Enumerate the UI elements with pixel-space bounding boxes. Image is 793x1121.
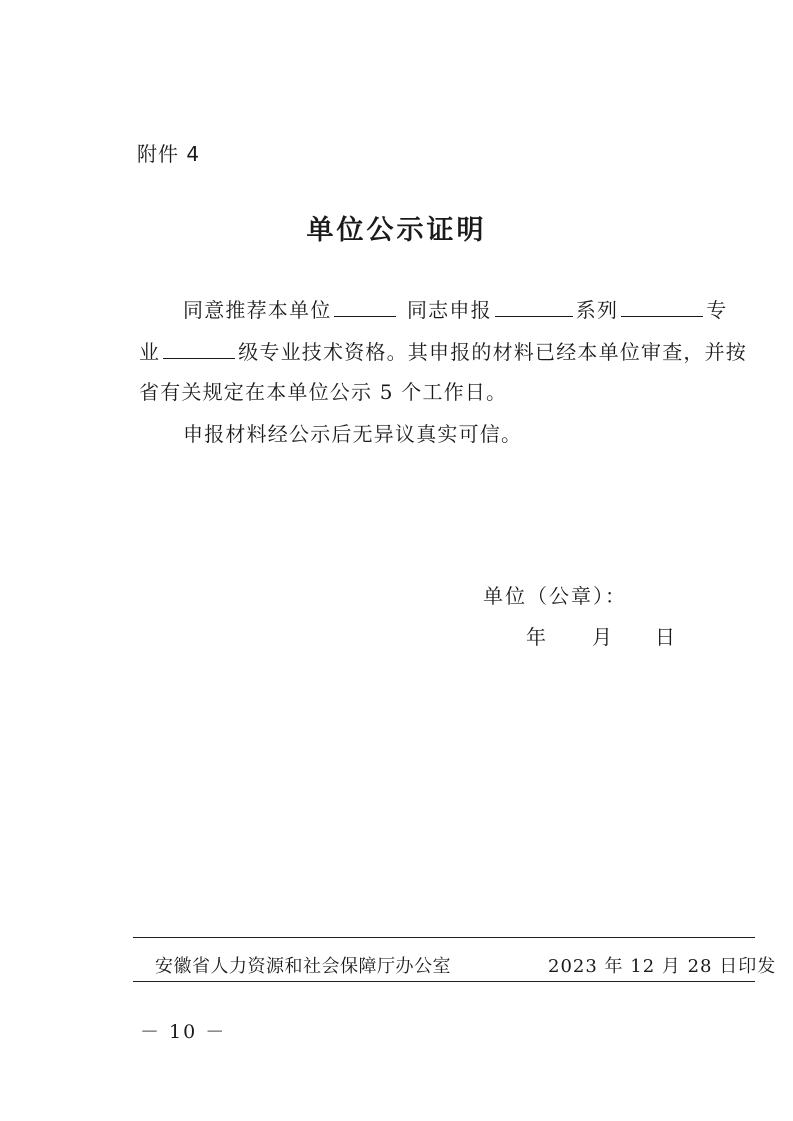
footer-issue-date: 2023 年 12 月 28 日印发 [548, 956, 777, 977]
body-line-3: 省有关规定在本单位公示 5 个工作日。 [139, 380, 508, 404]
month-label: 月 [592, 625, 612, 649]
line1-part4: 专 [706, 298, 728, 322]
unit-name-blank [334, 300, 396, 317]
series-blank [621, 300, 703, 317]
footer-bottom-rule [133, 981, 755, 982]
applicant-blank [495, 300, 573, 317]
footer-top-rule [133, 937, 755, 938]
footer-issuer: 安徽省人力资源和社会保障厅办公室 [155, 956, 451, 977]
body-paragraph-2: 申报材料经公示后无异议真实可信。 [183, 422, 523, 446]
year-label: 年 [526, 625, 546, 649]
body-line-2 [139, 342, 747, 362]
document-title: 单位公示证明 [306, 215, 487, 246]
line2-part2: 级专业技术资格。其申报的材料已经本单位审查，并按 [238, 340, 748, 364]
line1-part2: 同志申报 [406, 298, 492, 322]
page-number: － 10 － [140, 1021, 227, 1043]
line2-part1: 业 [139, 340, 161, 364]
day-label: 日 [655, 625, 675, 649]
body-line-1 [183, 300, 727, 320]
line1-part3: 系列 [575, 298, 619, 322]
unit-seal-label: 单位（公章）： [483, 584, 627, 608]
attachment-label: 附件 4 [137, 142, 201, 166]
line1-part1: 同意推荐本单位 [183, 298, 332, 322]
level-blank [163, 342, 235, 359]
